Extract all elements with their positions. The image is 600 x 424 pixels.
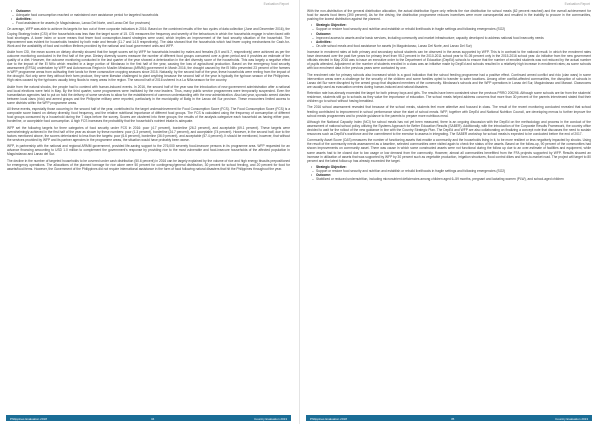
strategic-objective-item [316, 165, 591, 173]
page-number: 34 [151, 416, 155, 421]
page-footer [6, 415, 291, 421]
outcome-label: • Outcome: [16, 9, 32, 13]
paragraph: Although the National Capacity Index (NCI) for school meals has not yet been measured, there is an ongoing discussion with the DepEd on the methodology and process in the conduct of the assessment of national school policy utilizing the Systems Approach for Better Education Results (SABER). Additionally, with the introduction of the Corporate Results Framework, the country office decided to wait for the rollout of the new guidance in line with the Country Strategic Plan. The DepEd and WFP are also collaborating on finalizing a concept note that discusses the need to sustain resources such as DepEd's workforce and the commitment to the exercise to assess in integrating. The SABER workshop for school meals is expected to be conducted before the end of 2017. [307, 119, 591, 137]
paragraph: Community Asset Score (CAS) measures the number of functioning assets that enable a community and the households living in it, to be more resilient or less negatively impacted by shocks. Using the result of the community needs assessment as a baseline, selected communities were visited again to check the status of the assets. Based on the follow-up, 90 percent of the communities had shown improvements on community asset. There was cause in which some constructed assets were not functional during the follow up due to an over-estimate of facilities and equipment, while some assets had to be closed due to low usage or low demand from the community. However, almost all communities benefitted from the FFA projects supported by WFP. Results showed an increase in utilization of assets that was supported by WFP by 30 percent such as vegetable production, irrigation structures, flood control dikes and farm-to-market road. The project will target to 80 percent and the latest follow-up has already exceeded the target. [307, 138, 591, 163]
activities-label: • Activities: [16, 17, 32, 22]
paragraph: On average, WFP was able to achieve its targets for two out of three corporate indicators in 2016. Based on the combined results of the two cycles of data collection (June and December 2016), the Coping Strategy Index (CSI) of the households was less than the target score of 15. CSI measures the frequency and severity of the behaviours in which the households engage in when faced with food shortages. A lower index or score means that fewer food consumption-based strategies were used, which implies an improvement of the food security situation of the household. The improvement was evident for households headed by both male and female (11.7 and 14.5 respectively). The data showed that the households which had fewer coping mechanisms for Cash-for-Work and the availability of food and nutrition lifelines provided by the national and local government units and WFP. [7, 27, 290, 48]
paragraph: Aside from CSI, the mean scores on dietary diversity showed that the target scores set by WFP for households headed by males and females (5.9 and 5.7, respectively) were achieved as per the outcome monitoring conducted in the first half of the year. Dietary diversity scores measure the number of different food groups consumed over a given period and it provides an estimate of the quality of a diet. However, the outcome monitoring conducted in the last quarter of the year showed a deterioration in the diet diversity score of the households. This was largely a negative effect due to the impact of the El Niño which resulted in a large portion of Mindanao in the first half of the year, causing the loss of agricultural production. Based on the emergency food security assessment (EFSA) undertaken by WFP and Autonomous Region in Muslim Mindanao (ARMM) government in March 2016, the drought caused by the El Niño prevented 23 percent of the farmers in WFP programme areas from cultivating their lands for three consecutive cropping seasons since 2015. Naturally, by the second half of the year, these households were reeling from the impact of the drought. Not only were they without their farm produce, they were likewise challenged to plant anything because the second half of the year is typically the typhoon season of the Philippines. High rains caused by the typhoons usually bring floods to many areas in the region. The second half of 2016 ushered in a La Niña season for the country. [7, 50, 290, 83]
activities-label: • Activities: [316, 39, 332, 44]
right-page-content [307, 9, 591, 183]
paragraph: The 2016 school assessment revealed that because of the school meals, students feel more attentive and focused in class. The result of the recent monitoring conducted revealed that school feeding contributed to improvement in school performance since the start of school meals. WFP, together with DepEd and National Nutrition Council, are developing menus to further improve the school meals programmes and to provide guidance to the parents to prepare more nutritious meal. [307, 105, 591, 118]
strategic-objective-item [316, 23, 591, 31]
paragraph: With the non-distribution of the general distribution allocation, the actual distribution figure only reflects the rice distribution for school meals (62 percent reached) and the overall achievement for food for assets food items (390 percent). As for the driving, the distribution programme reduces incentives were more consequential and resulted in the inability to procure in the communities, pushing the lowest distribution against the planned. [307, 9, 591, 22]
outcome-label: • Outcome: [316, 31, 332, 36]
outcome-label: • Outcome: [316, 173, 332, 178]
footer-left-text: Philippines Evaluation 2018 [10, 416, 47, 421]
outcome-item [316, 173, 591, 181]
strategic-objective-text: – Support or restore food security and nutrition and establish or rebuild livelihoods in fragile settings and following emergencies (SO2) [316, 27, 591, 31]
paragraph: The enrolment rate for primary schools also increased which is a good indication that the school feeding programme had a positive effect. Continued armed conflict and rido (clan wars) in some intervention areas were a challenge for the security of the children and some families opted to transfer to safer locations. Among other conflict-affected communities, the disruption of schools in Lanao del Sur were disrupted by the armed group that displaced members of the community. Mindanao's schools and the WFP operations in Lanao del Sur, Maguindanao and Marawi. Classrooms are usually used as evacuation centres during human-induced and natural disasters. [307, 72, 591, 89]
right-page [300, 0, 600, 424]
footer-right-text: Country Evaluation 2013 [555, 416, 588, 421]
activities-text: – Food assistance for assets (in Maguindanao, Lanao Del Norte, and Lanao Del Sur provinces) [16, 21, 290, 25]
strategic-objective-label: • Strategic Objective: [316, 23, 347, 28]
activities-text: – On-site school meals and food assistance for assets (in Maguindanao, Lanao Del Norte, and Lanao Del Sur) [316, 44, 591, 48]
outcome-block [7, 9, 290, 25]
activities-item [16, 17, 290, 25]
left-page-content [7, 9, 290, 173]
outcome-text: – Improved access to assets and/or basic services, including community and market infrastructure; capacity developed to address national food insecurity needs [316, 36, 591, 40]
paragraph: WFP, in partnership with the national and regional ARMM government, provided life-saving support to the 276,000 severely food-insecure persons in its programme area. WFP requested for an advance financing amounting to USD 1.0 million to complement the government's response by providing rice to the most vulnerable and food-insecure households of the affected population in Maguindanao and Lanao del Sur. [7, 144, 290, 157]
page-number: 35 [451, 416, 455, 421]
footer-left-text: Philippines Evaluation 2018 [310, 416, 347, 421]
paragraph: Aside from the natural shocks, the people had to contend with human-induced events. In 2016, the second half of the year saw the introduction of new government administration after a national and local elections were held in May. By the third quarter, some programmes were instituted by the new leaders. Thus, many public service programmes were temporarily suspended. Even the humanitarian agencies had to put on hold the delivery of some services to allow for the establishment of common understanding with the new administration. Also last year, sporadic armed clashes between local clans (rido) and armed groups and the Philippine military were reported, particularly in the municipality of Butig in the Lanao del Sur province. These encounters limited access to some districts within the WFP programme areas. [7, 84, 290, 105]
page-footer [306, 415, 592, 421]
paragraph: Increase in enrolment rates at both primary and secondary school students can be observed in the areas supported by WFP. This is in contrast to the national result. In which the enrolment rates have decreased over the past five years for primary level from 95.2 percent in the 2010-2011 school year to 91.05 percent only in the 2015-2016 school year. An initiative from the new government officials elected in May 2016 was to issue an executive order to the Department of Education (DepEd) schools to ensure that the number of enrolled students was not reduced by the actual number of pupils attended. Adjustment on the number of students enrolled in a class was an initiative made by DepEd and schools resulted in a relatively high increase in enrollment rates; as some schools with low enrolment data in the previous years were contacted by one. [307, 50, 591, 71]
activities-item [316, 40, 591, 48]
strategic-objective-block [307, 23, 591, 47]
paragraph: All these events, especially those occurring in the second half of the year, contributed to the target underachievement for Food Consumption Score (FCS). The Food Consumption Score (FCS) is a composite score based on dietary diversity, food frequency, and the relative nutritional importance of different food groups. The FCS is calculated using the frequency of consumption of different food groups consumed by a household during the 7 days before the survey. Scores are clustered into three groups; the results of the analysis categorize each household as having either poor, borderline, or acceptable food consumption. A high FCS increases the probability that the household's nutrient intake is adequate. [7, 107, 290, 124]
running-header: Evaluation Report [564, 2, 590, 6]
strategic-objective-text: – Support or restore food security and nutrition and establish or rebuild livelihoods in fragile settings and following emergencies (SO2) [316, 169, 591, 173]
strategic-objective-block [307, 165, 591, 181]
outcome-text: – Stabilized or reduced undernutrition, including micronutrient deficiencies among children aged 6–59 months, pregnant and lactating women (PLW), and school-aged children [316, 177, 591, 181]
paragraph: The decline in the number of targeted households to be covered under cash distribution (50.6 percent) in 2016 can be largely explained by the volume of rice and high energy biscuits prepositioned for emergency operations. The allocations of the planned tonnage for rice alone were 50 percent for contingency/general distribution, 30 percent for school feeding, and 20 percent for food for assets/food items. However, the Government of the Philippines did not require international assistance in the form of food following natural disasters that hit the Philippines throughout the year. [7, 158, 290, 171]
paragraph: WFP set the following targets for three categories of food security under FCS in 2016: poor (4.7 percent), borderline (26.2 percent), and acceptable (69.1 percent). These targets were overwhelmingly achieved in the first half of the year as shown by these numbers: poor (1.3 percent), borderline (24.7 percent), and acceptable (74 percent). However, in the second half, due to the factors mentioned above, the scores deteriorated to less than the targets: poor (6.6 percent), borderline (36.9 percent), and acceptable (57.4 percent). It should be mentioned, however, that without the services provided by WFP and its partner agencies in the programme areas, the situation would have probably been worse. [7, 125, 290, 142]
outcome-item [316, 32, 591, 40]
paragraph: Retention rate has already exceeded the target for both primary boys and girls. The results have been consistent since the previous PRRO 200296. Although some schools are far from the students' residence, students still go to schools as they value the importance of education. The school meals helped address concerns that more than 30 percent of the parents interviewed stated that their children go to school without having breakfast. [307, 91, 591, 104]
running-header: Evaluation Report [263, 2, 289, 6]
strategic-objective-label: • Strategic Objective: [316, 164, 347, 169]
outcome-item [16, 9, 290, 17]
footer-right-text: Country Evaluation 2013 [254, 416, 287, 421]
outcome-text: – Adequate food consumption reached or maintained over assistance period for targeted households [16, 13, 290, 17]
